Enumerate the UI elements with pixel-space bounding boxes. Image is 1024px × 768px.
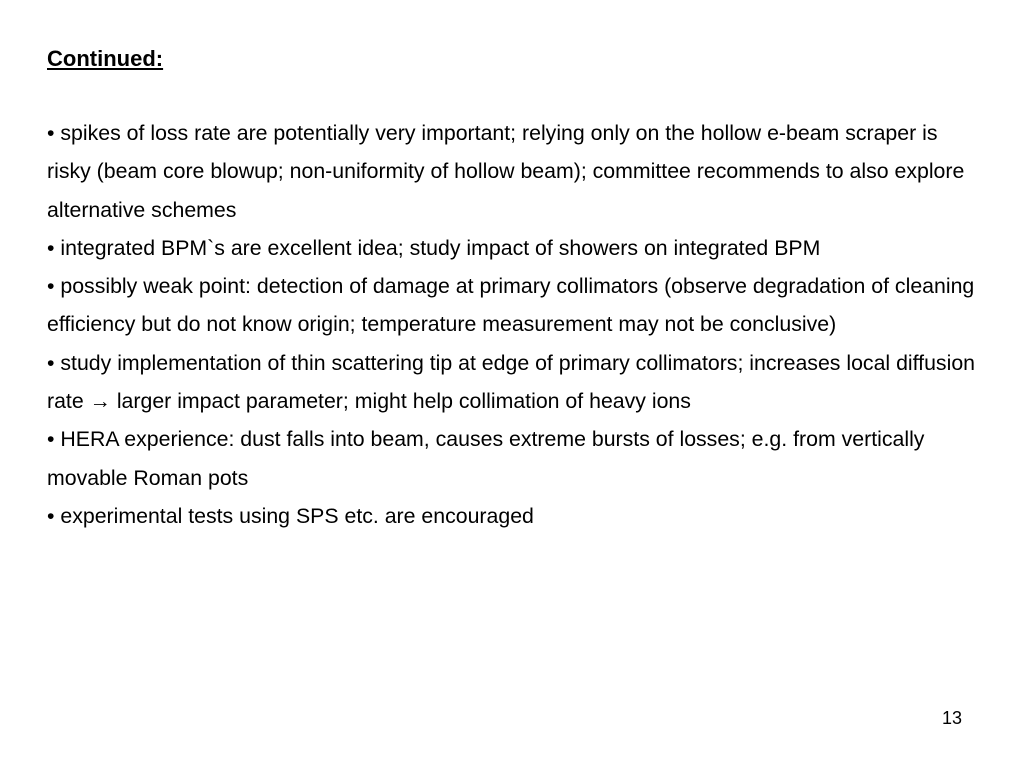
title-spacer [47, 78, 987, 114]
bullet-item: • study implementation of thin scattering tip at edge of primary collimators; increases local diffusion rate → larger impact parameter; might help collimation of heavy ions [47, 350, 976, 414]
bullet-item: • integrated BPM`s are excellent idea; study impact of showers on integrated BPM [47, 235, 821, 260]
bullet-item: • possibly weak point: detection of damage at primary collimators (observe degradation of cleaning efficiency but do not know origin; temperature measurement may not be conclusive) [47, 274, 975, 337]
page-number: 13 [941, 708, 962, 728]
slide-content [47, 40, 987, 535]
bullet-list [47, 114, 987, 535]
bullet-item: • spikes of loss rate are potentially very important; relying only on the hollow e-beam scraper is risky (beam core blowup; non-uniformity of hollow beam); committee recommends to also explore alternative schemes [47, 121, 965, 222]
bullet-item: • HERA experience: dust falls into beam, causes extreme bursts of losses; e.g. from vertically movable Roman pots [47, 427, 925, 490]
bullet-item: • experimental tests using SPS etc. are encouraged [47, 503, 534, 528]
slide-title: Continued: [47, 46, 164, 71]
